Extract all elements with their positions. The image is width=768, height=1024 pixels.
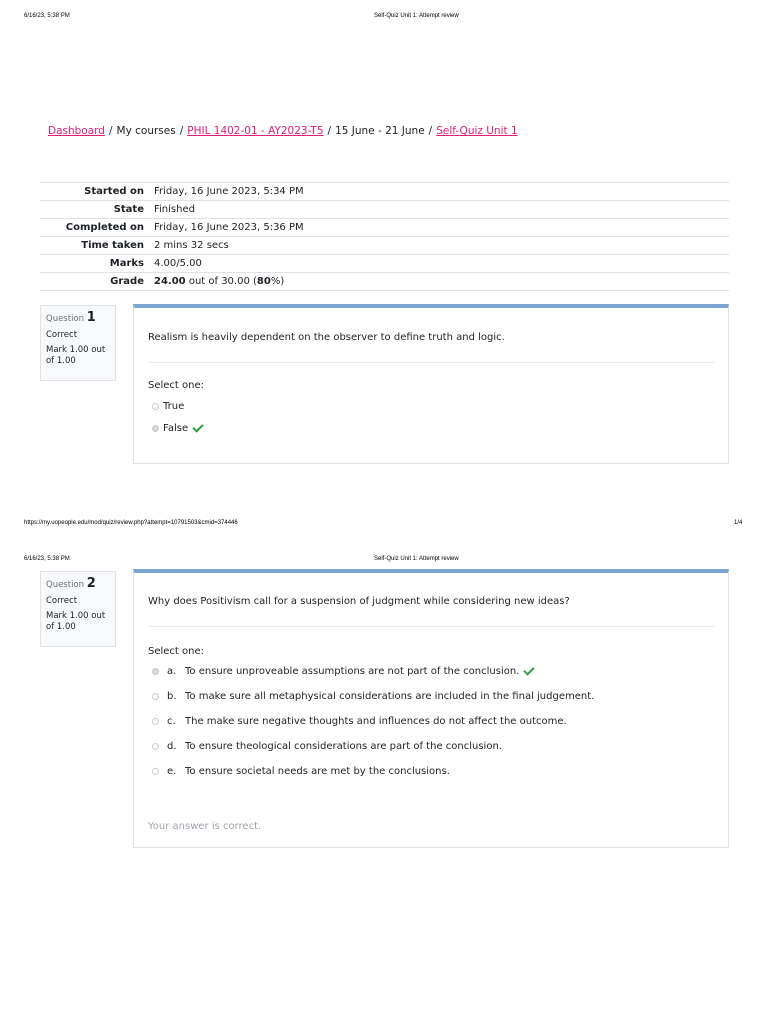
question-number: 1: [86, 310, 96, 325]
question-content-2: [133, 569, 729, 848]
answer-feedback: Your answer is correct.: [148, 821, 262, 832]
breadcrumb-separator: /: [428, 125, 433, 137]
option-text: To ensure societal needs are met by the conclusions.: [185, 766, 450, 777]
option-text: To make sure all metaphysical considerations are included in the final judgement.: [185, 691, 595, 702]
radio-icon[interactable]: [152, 718, 159, 725]
question-number-line: [46, 576, 115, 591]
print-url: https://my.uopeople.edu/mod/quiz/review.php?attempt=10791503&cmid=374446: [24, 520, 238, 526]
summary-row: [40, 201, 729, 219]
option-letter: b.: [167, 691, 177, 702]
question-mark: Mark 1.00 out of 1.00: [46, 345, 106, 366]
radio-icon[interactable]: [152, 668, 159, 675]
radio-icon[interactable]: [152, 425, 159, 432]
answer-option-a[interactable]: [152, 666, 534, 677]
print-page-number: 1/4: [734, 520, 743, 526]
question-state: Correct: [46, 330, 78, 340]
summary-row-grade: [40, 273, 729, 291]
question-prefix: Question: [46, 580, 85, 590]
summary-label: Marks: [109, 258, 144, 269]
breadcrumb-quiz-link[interactable]: Self-Quiz Unit 1: [436, 125, 518, 137]
print-title: Self-Quiz Unit 1: Attempt review: [374, 13, 459, 19]
question-info-2: [40, 571, 116, 647]
question-state: Correct: [46, 596, 78, 606]
summary-label: Completed on: [65, 222, 144, 233]
summary-value: Friday, 16 June 2023, 5:36 PM: [154, 222, 304, 233]
check-icon: [192, 421, 203, 432]
option-letter: a.: [167, 666, 177, 677]
question-mark: Mark 1.00 out of 1.00: [46, 611, 106, 632]
option-letter: c.: [167, 716, 176, 727]
breadcrumb: [48, 125, 518, 137]
radio-icon[interactable]: [152, 743, 159, 750]
grade-value: [150, 273, 729, 291]
summary-value: Friday, 16 June 2023, 5:34 PM: [154, 186, 304, 197]
question-info-1: [40, 305, 116, 381]
question-content-1: [133, 304, 729, 464]
option-text: To ensure theological considerations are part of the conclusion.: [185, 741, 502, 752]
print-date: 6/16/23, 5:38 PM: [24, 556, 70, 562]
attempt-summary-table: [40, 182, 729, 291]
radio-icon[interactable]: [152, 768, 159, 775]
summary-row: [40, 183, 729, 201]
question-text: Realism is heavily dependent on the observer to define truth and logic.: [148, 332, 505, 343]
summary-label: State: [113, 204, 144, 215]
option-letter: e.: [167, 766, 177, 777]
select-one-prompt: Select one:: [148, 646, 205, 657]
option-text: True: [163, 401, 185, 412]
option-text: False: [163, 423, 189, 434]
breadcrumb-separator: /: [108, 125, 113, 137]
grade-out-of: out of 30.00 (: [185, 276, 257, 287]
question-text: Why does Positivism call for a suspension of judgment while considering new ideas?: [148, 596, 570, 607]
question-number-line: [46, 310, 115, 325]
breadcrumb-separator: /: [327, 125, 332, 137]
breadcrumb-my-courses: My courses: [116, 125, 176, 137]
grade-suffix: %): [270, 276, 285, 287]
radio-icon[interactable]: [152, 403, 159, 410]
grade-score: 24.00: [154, 276, 186, 287]
breadcrumb-separator: /: [179, 125, 184, 137]
question-divider: [148, 362, 714, 363]
summary-label: Time taken: [81, 240, 144, 251]
print-date: 6/16/23, 5:38 PM: [24, 13, 70, 19]
breadcrumb-course-link[interactable]: PHIL 1402-01 - AY2023-T5: [187, 125, 324, 137]
question-divider: [148, 626, 714, 627]
summary-value: Finished: [154, 204, 195, 215]
select-one-prompt: Select one:: [148, 380, 205, 391]
option-letter: d.: [167, 741, 177, 752]
answer-option-true[interactable]: [152, 401, 184, 412]
answer-option-d[interactable]: [152, 741, 502, 752]
summary-value: 2 mins 32 secs: [154, 240, 229, 251]
summary-label: Started on: [84, 186, 144, 197]
breadcrumb-week: 15 June - 21 June: [335, 125, 425, 137]
radio-icon[interactable]: [152, 693, 159, 700]
option-text: The make sure negative thoughts and influences do not affect the outcome.: [185, 716, 567, 727]
answer-option-e[interactable]: [152, 766, 450, 777]
question-number: 2: [86, 576, 96, 591]
print-title: Self-Quiz Unit 1: Attempt review: [374, 556, 459, 562]
summary-row: [40, 237, 729, 255]
grade-label: Grade: [110, 276, 144, 287]
option-text: To ensure unproveable assumptions are not part of the conclusion.: [185, 666, 520, 677]
breadcrumb-dashboard-link[interactable]: Dashboard: [48, 125, 105, 137]
grade-percent: 80: [256, 276, 271, 287]
summary-row: [40, 255, 729, 273]
summary-row: [40, 219, 729, 237]
answer-option-false[interactable]: [152, 423, 203, 434]
question-prefix: Question: [46, 314, 85, 324]
answer-option-b[interactable]: [152, 691, 594, 702]
check-icon: [524, 664, 535, 675]
answer-option-c[interactable]: [152, 716, 567, 727]
summary-value: 4.00/5.00: [154, 258, 202, 269]
